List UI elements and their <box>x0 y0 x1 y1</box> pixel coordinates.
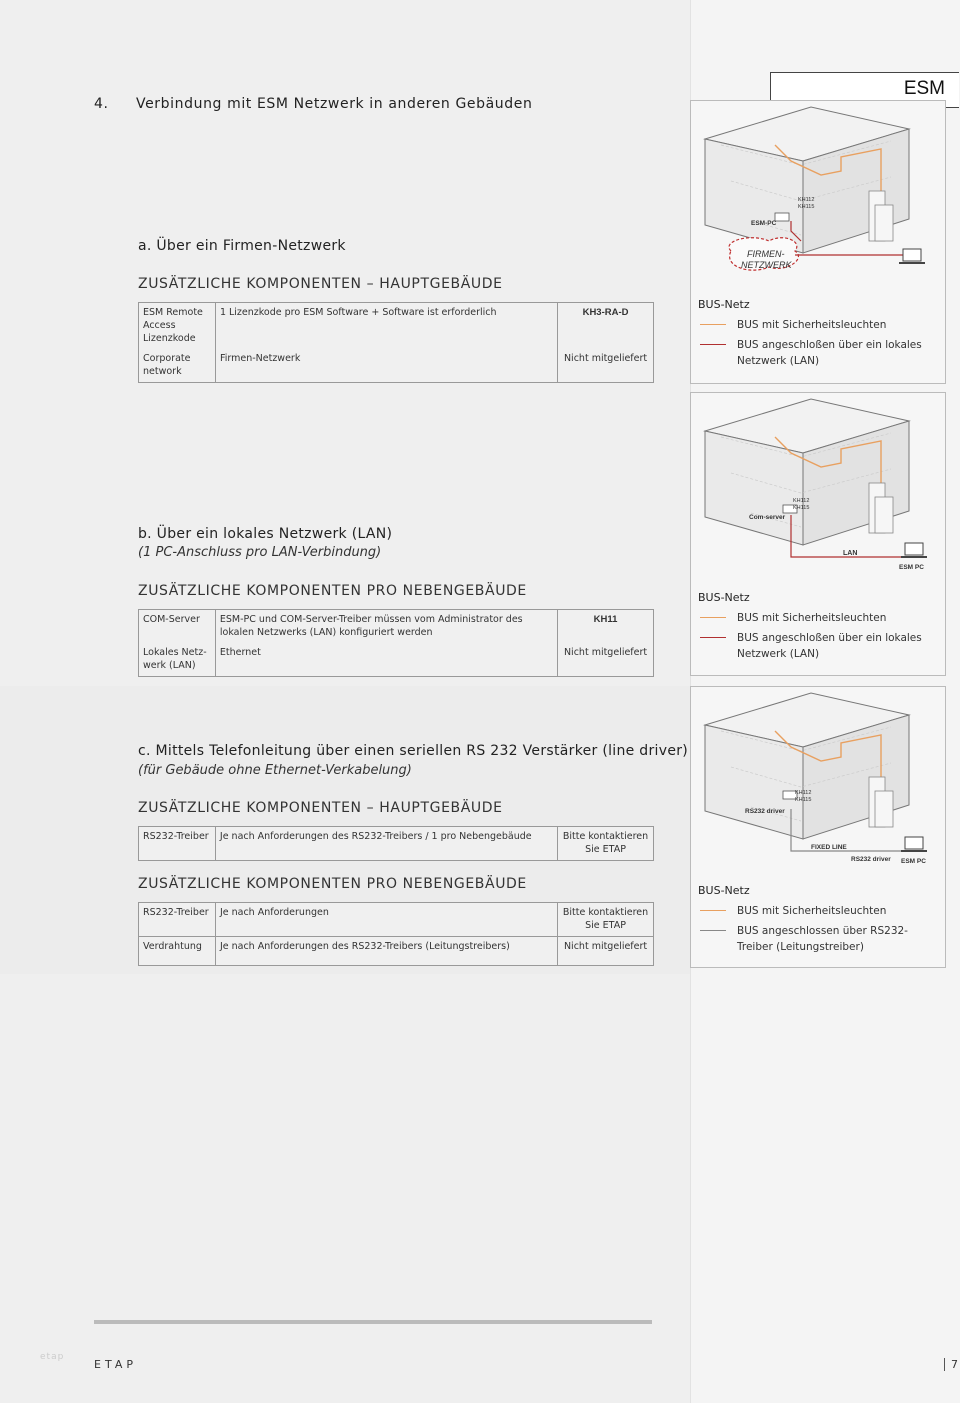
esm-pc-icon <box>775 213 789 221</box>
legend-item <box>698 923 940 955</box>
legend-item <box>698 630 940 662</box>
section-c-secondary-table <box>138 902 654 966</box>
legend-text: BUS angeschloßen über ein lokales Netzwerk (LAN) <box>737 632 922 660</box>
diagram-label: ESM PC <box>899 564 924 571</box>
diagram-label: RS232 driver <box>851 856 891 863</box>
esm-tab-label: ESM <box>903 78 945 99</box>
building-diagram-b <box>691 393 945 578</box>
component-ref: Bitte kontaktieren Sie ETAP <box>558 827 654 861</box>
laptop-icon <box>903 249 921 261</box>
table-row <box>139 903 654 937</box>
diagram-label: KH115 <box>798 204 815 210</box>
table-row <box>139 937 654 966</box>
section-c-main-title: ZUSÄTZLICHE KOMPONENTEN – HAUPTGEBÄUDE <box>138 800 503 816</box>
section-number: 4. <box>94 96 109 112</box>
component-desc: Je nach Anforderungen des RS232-Treibers / 1 pro Nebengebäude <box>215 827 557 861</box>
legend-swatch <box>700 344 726 345</box>
footer-logo: etap <box>40 1352 65 1362</box>
legend-text: BUS angeschlossen über RS232-Treiber (Leitungstreiber) <box>737 925 908 953</box>
diagram-label: RS232 driver <box>745 808 785 815</box>
table-row <box>139 349 654 383</box>
component-name: Corporate network <box>139 349 216 383</box>
legend-swatch <box>700 930 726 931</box>
section-b-title: b. Über ein lokales Netzwerk (LAN) <box>138 526 393 542</box>
section-c-title: c. Mittels Telefonleitung über einen seriellen RS 232 Verstärker (line driver) <box>138 743 689 759</box>
component-desc: Je nach Anforderungen <box>215 903 557 937</box>
legend-item <box>698 610 940 626</box>
page-heading <box>94 96 532 112</box>
section-c-secondary-title: ZUSÄTZLICHE KOMPONENTEN PRO NEBENGEBÄUDE <box>138 876 527 892</box>
component-ref: KH3-RA-D <box>558 303 654 350</box>
table-row <box>139 827 654 861</box>
table-row <box>139 643 654 677</box>
component-desc: Je nach Anforderungen des RS232-Treibers (Leitungstreibers) <box>215 937 557 966</box>
legend-swatch <box>700 324 726 325</box>
section-b-components-title: ZUSÄTZLICHE KOMPONENTEN PRO NEBENGEBÄUDE <box>138 583 527 599</box>
diagram-label: KH115 <box>795 797 812 803</box>
component-ref: KH11 <box>558 610 654 644</box>
footer-rule <box>94 1320 652 1324</box>
legend-swatch <box>700 910 726 911</box>
building-diagram-c <box>691 687 945 872</box>
component-desc: 1 Lizenzkode pro ESM Software + Software ist erforderlich <box>215 303 557 350</box>
component-ref: Nicht mitgeliefert <box>558 643 654 677</box>
section-a-table <box>138 302 654 383</box>
legend-item <box>698 903 940 919</box>
diagram-label: ESM-PC <box>751 220 777 227</box>
component-ref: Nicht mitgeliefert <box>558 937 654 966</box>
section-c-subtitle: (für Gebäude ohne Ethernet-Verkabelung) <box>138 763 412 778</box>
section-b-subtitle: (1 PC-Anschluss pro LAN-Verbindung) <box>138 545 382 560</box>
section-title: Verbindung mit ESM Netzwerk in anderen Gebäuden <box>136 96 533 112</box>
legend-swatch <box>700 637 726 638</box>
table-row <box>139 610 654 644</box>
section-a-components-title: ZUSÄTZLICHE KOMPONENTEN – HAUPTGEBÄUDE <box>138 276 503 292</box>
legend-text: BUS angeschloßen über ein lokales Netzwerk (LAN) <box>737 339 922 367</box>
component-name: COM-Server <box>139 610 216 644</box>
component-name: RS232-Treiber <box>139 903 216 937</box>
component-desc: ESM-PC und COM-Server-Treiber müssen vom Administrator des lokalen Netzwerks (LAN) konfiguriert werden <box>215 610 557 644</box>
component-ref: Bitte kontaktieren Sie ETAP <box>558 903 654 937</box>
diagram-label: LAN <box>843 550 858 557</box>
legend-text: BUS mit Sicherheitsleuchten <box>737 612 887 624</box>
component-desc: Ethernet <box>215 643 557 677</box>
diagram-label: FIRMEN- <box>747 249 785 259</box>
diagram-label: KH112 <box>795 790 812 796</box>
section-c-legend <box>698 884 940 959</box>
component-ref: Nicht mitgeliefert <box>558 349 654 383</box>
legend-item <box>698 337 940 369</box>
section-b-legend <box>698 591 940 666</box>
legend-text: BUS mit Sicherheitsleuchten <box>737 319 887 331</box>
legend-title: BUS-Netz <box>698 884 750 897</box>
diagram-label: KH112 <box>793 498 810 504</box>
table-row <box>139 303 654 350</box>
section-a-legend <box>698 298 940 373</box>
component-name: Lokales Netz-werk (LAN) <box>139 643 216 677</box>
legend-swatch <box>700 617 726 618</box>
diagram-label: KH115 <box>793 505 810 511</box>
component-name: ESM Remote Access Lizenzkode <box>139 303 216 350</box>
section-a-title: a. Über ein Firmen-Netzwerk <box>138 238 346 254</box>
legend-item <box>698 317 940 333</box>
diagram-label: KH112 <box>798 197 815 203</box>
legend-text: BUS mit Sicherheitsleuchten <box>737 905 887 917</box>
component-desc: Firmen-Netzwerk <box>215 349 557 383</box>
diagram-label: NETZWERK <box>741 260 792 270</box>
page-number: 7 <box>944 1358 958 1371</box>
legend-title: BUS-Netz <box>698 298 750 311</box>
component-name: RS232-Treiber <box>139 827 216 861</box>
section-c-main-table <box>138 826 654 861</box>
diagram-label: ESM PC <box>901 858 926 865</box>
diagram-label: FIXED LINE <box>811 844 847 851</box>
legend-title: BUS-Netz <box>698 591 750 604</box>
laptop-icon <box>905 543 923 555</box>
footer-brand: ETAP <box>94 1358 137 1371</box>
laptop-icon <box>905 837 923 849</box>
diagram-label: Com-server <box>749 514 786 521</box>
building-diagram-a <box>691 101 945 286</box>
section-b-table <box>138 609 654 677</box>
component-name: Verdrahtung <box>139 937 216 966</box>
